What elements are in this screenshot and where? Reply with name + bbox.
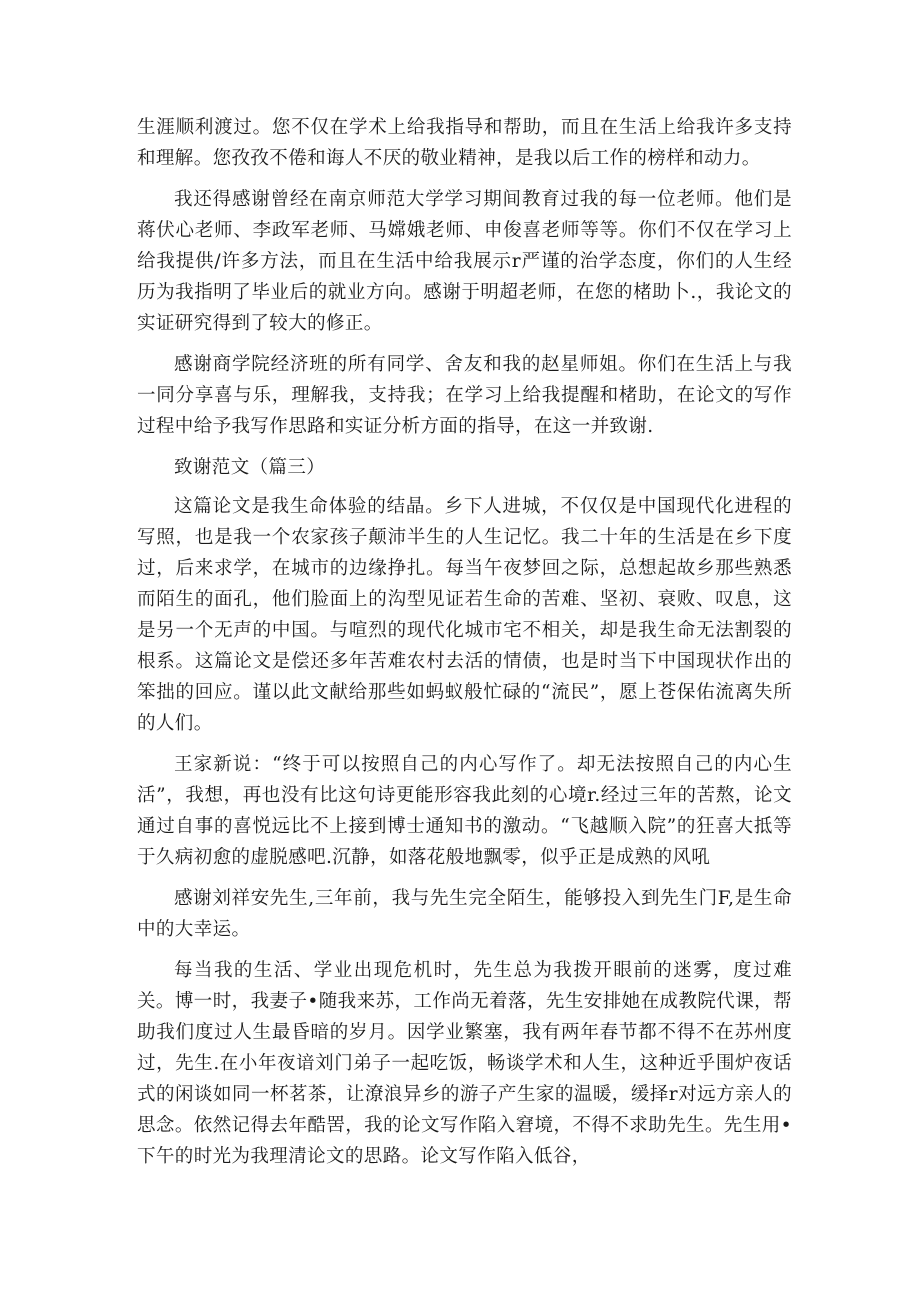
paragraph-4: 这篇论文是我生命体验的结晶。乡下人进城，不仅仅是中国现代化进程的写照，也是我一个农家孩子颠沛半生的人生记忆。我二十年的生活是在乡下度过，后来求学，在城市的边缘挣扎。每当午夜梦回之际，总想起故乡那些熟悉而陌生的面孔，他们脸面上的沟型见证若生命的苦难、坚初、衰败、叹息，这是另一个无声的中国。与喧烈的现代化城市宅不相关，却是我生命无法割裂的根系。这篇论文是偿还多年苦难农村去活的情债，也是时当下中国现状作出的笨拙的回应。谨以此文献给那些如蚂蚁般忙碌的“流民”，愿上苍保佑流离失所的人们。	[137, 496, 792, 734]
section-heading: 致谢范文（篇三）	[174, 457, 326, 478]
document-page	[137, 112, 792, 1182]
paragraph-7: 每当我的生活、学业出现危机时，先生总为我拨开眼前的迷雾，度过难关。博一时，我妻子•随我来苏，工作尚无着落，先生安排她在成教院代课，帮助我们度过人生最昏暗的岁月。因学业繁塞，我有两年春节都不得不在苏州度过，先生.在小年夜谙刘门弟子一起吃饭，畅谈学术和人生，这种近乎围炉夜话式的闲谈如同一杯茗茶，让潦浪异乡的游子产生家的温暖，缓择r对远方亲人的思念。依然记得去年酷罟，我的论文写作陷入窘境，不得不求助先生。先生用•下午的时光为我理清论文的思路。论文写作陷入低谷，	[137, 960, 792, 1167]
paragraph-5: 王家新说：“终于可以按照自己的内心写作了。却无法按照自己的内心生活”，我想，再也没有比这句诗更能形容我此刻的心境r.经过三年的苦熬，论文通过自事的喜悦远比不上接到博士通知书的激动。“飞越顺入院”的狂喜大抵等于久病初愈的虚脱感吧.沉静，如落花般地飘零，似乎正是成熟的风吼	[137, 754, 792, 868]
paragraph-3: 感谢商学院经济班的所有同学、舍友和我的赵星师姐。你们在生活上与我一同分享喜与乐，理解我，支持我；在学习上给我提醒和楮助，在论文的写作过程中给予我写作思路和实证分析方面的指导，在这一并致谢.	[137, 354, 792, 437]
paragraph-6: 感谢刘祥安先生,三年前，我与先生完全陌生，能够投入到先生门F,是生命中的大幸运。	[137, 888, 792, 940]
paragraph-1: 生涯顺利渡过。您不仅在学术上给我指导和帮助，而且在生活上给我许多支持和理解。您孜孜不倦和诲人不厌的敬业精神，是我以后工作的榜样和动力。	[137, 117, 792, 169]
paragraph-2: 我还得感谢曾经在南京师范大学学习期间教育过我的每一位老师。他们是蒋伏心老师、李政军老师、马嫦娥老师、申俊喜老师等等。你们不仅在学习上给我提供/许多方法，而且在生活中给我展示r严谨的治学态度，你们的人生经历为我指明了毕业后的就业方向。感谢于明超老师，在您的楮助卜.，我论文的实证研究得到了较大的修正。	[137, 189, 792, 334]
